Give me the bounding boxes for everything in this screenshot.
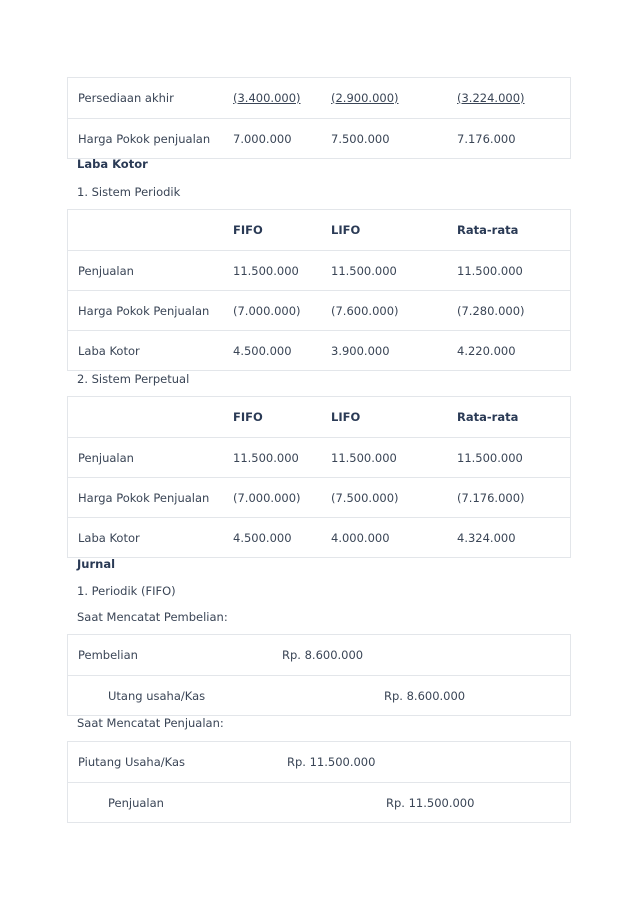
- journal-penjualan: [67, 741, 571, 823]
- journal-credit-row: [68, 675, 570, 715]
- cell-rata-rata: (3.224.000): [457, 91, 525, 105]
- cell-fifo: (7.000.000): [233, 490, 301, 505]
- table-row: [68, 250, 570, 290]
- journal-pembelian: [67, 634, 571, 716]
- cell-fifo: 11.500.000: [233, 263, 299, 278]
- cell-label: Harga Pokok penjualan: [78, 131, 211, 146]
- table-row: [68, 330, 570, 370]
- cell-lifo: (7.600.000): [331, 303, 399, 318]
- cell-rata-rata: 4.220.000: [457, 343, 516, 358]
- cell-rata-rata: 4.324.000: [457, 530, 516, 545]
- cell-rata-rata: 7.176.000: [457, 131, 516, 146]
- table-persediaan-hpp: [67, 77, 571, 159]
- cell-rata-rata: (7.280.000): [457, 303, 525, 318]
- debit-amount: Rp. 11.500.000: [287, 755, 376, 769]
- cell-label: Penjualan: [78, 263, 134, 278]
- label-sistem-perpetual: 2. Sistem Perpetual: [77, 372, 190, 386]
- header-fifo: FIFO: [233, 223, 263, 237]
- cell-lifo: 4.000.000: [331, 530, 390, 545]
- table-header-row: [68, 397, 570, 437]
- cell-label: Penjualan: [78, 450, 134, 465]
- credit-account: Utang usaha/Kas: [108, 688, 206, 703]
- table-row: [68, 118, 570, 158]
- cell-lifo: 7.500.000: [331, 131, 390, 146]
- cell-rata-rata: 11.500.000: [457, 450, 523, 465]
- cell-fifo: 11.500.000: [233, 450, 299, 465]
- cell-lifo: 3.900.000: [331, 343, 390, 358]
- caption-penjualan: Saat Mencatat Penjualan:: [77, 716, 224, 730]
- debit-amount: Rp. 8.600.000: [282, 648, 364, 662]
- credit-account: Penjualan: [108, 795, 164, 810]
- journal-debit-row: [68, 635, 570, 675]
- cell-label: Harga Pokok Penjualan: [78, 303, 210, 318]
- caption-pembelian: Saat Mencatat Pembelian:: [77, 610, 228, 624]
- table-sistem-perpetual: [67, 396, 571, 558]
- cell-fifo: 4.500.000: [233, 530, 292, 545]
- heading-laba-kotor: Laba Kotor: [77, 157, 148, 171]
- journal-credit-row: [68, 782, 570, 822]
- header-lifo: LIFO: [331, 223, 361, 237]
- debit-account: Piutang Usaha/Kas: [78, 755, 186, 769]
- table-row: [68, 437, 570, 477]
- header-fifo: FIFO: [233, 410, 263, 424]
- cell-fifo: (3.400.000): [233, 91, 301, 105]
- debit-account: Pembelian: [78, 648, 138, 662]
- table-header-row: [68, 210, 570, 250]
- journal-debit-row: [68, 742, 570, 782]
- credit-amount: Rp. 8.600.000: [384, 688, 466, 703]
- table-row: [68, 78, 570, 118]
- cell-lifo: 11.500.000: [331, 263, 397, 278]
- cell-rata-rata: (7.176.000): [457, 490, 525, 505]
- table-row: [68, 477, 570, 517]
- cell-lifo: (7.500.000): [331, 490, 399, 505]
- cell-label: Persediaan akhir: [78, 91, 174, 105]
- cell-label: Laba Kotor: [78, 343, 140, 358]
- cell-fifo: 7.000.000: [233, 131, 292, 146]
- table-row: [68, 517, 570, 557]
- cell-rata-rata: 11.500.000: [457, 263, 523, 278]
- label-sistem-periodik: 1. Sistem Periodik: [77, 185, 181, 199]
- table-sistem-periodik: [67, 209, 571, 371]
- cell-lifo: 11.500.000: [331, 450, 397, 465]
- cell-fifo: 4.500.000: [233, 343, 292, 358]
- cell-label: Harga Pokok Penjualan: [78, 490, 210, 505]
- cell-label: Laba Kotor: [78, 530, 140, 545]
- header-rata-rata: Rata-rata: [457, 223, 519, 237]
- cell-lifo: (2.900.000): [331, 91, 399, 105]
- credit-amount: Rp. 11.500.000: [386, 795, 475, 810]
- cell-fifo: (7.000.000): [233, 303, 301, 318]
- table-row: [68, 290, 570, 330]
- header-rata-rata: Rata-rata: [457, 410, 519, 424]
- header-lifo: LIFO: [331, 410, 361, 424]
- heading-jurnal: Jurnal: [77, 557, 116, 571]
- label-periodik-fifo: 1. Periodik (FIFO): [77, 584, 176, 598]
